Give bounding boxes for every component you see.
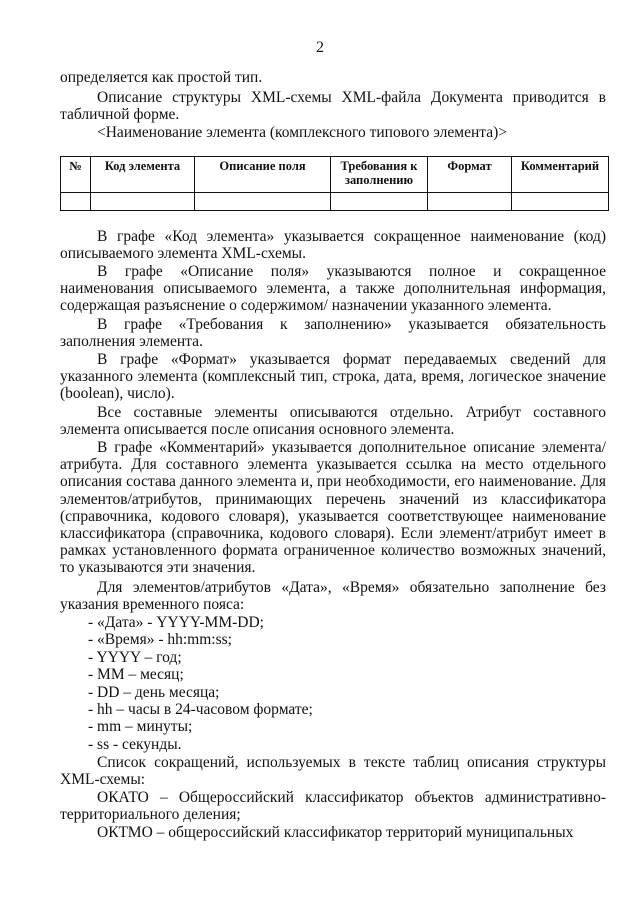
col-header-comment: Комментарий: [512, 157, 609, 193]
table-cell: [428, 193, 512, 211]
table-description-paragraph: Описание структуры XML-схемы XML-файла Документа приводится в табличной форме.: [60, 89, 606, 124]
col-header-field-description: Описание поля: [195, 157, 331, 193]
paragraph-format: В графе «Формат» указывается формат передаваемых сведений для указанного элемента (комплексный тип, строка, дата, время, логическое значение (boolean), число).: [60, 351, 606, 403]
col-header-format: Формат: [428, 157, 512, 193]
table-caption: <Наименование элемента (комплексного типового элемента)>: [97, 124, 508, 141]
table-row: [61, 193, 609, 211]
paragraph-date-time: Для элементов/атрибутов «Дата», «Время» обязательно заполнение без указания временного пояса:: [60, 579, 606, 614]
table-cell: [61, 193, 91, 211]
table-cell: [91, 193, 195, 211]
list-item: - DD – день месяца;: [88, 683, 220, 701]
table-header-row: [61, 157, 609, 193]
abbreviation-oktmo: ОКТМО – общероссийский классификатор территорий муниципальных: [97, 824, 574, 841]
paragraph-composite-elements: Все составные элементы описываются отдельно. Атрибут составного элемента описывается после описания основного элемента.: [60, 404, 606, 439]
list-item: - mm – минуты;: [88, 718, 193, 736]
list-item: - «Дата» - YYYY-MM-DD;: [88, 614, 264, 631]
abbreviations-intro: Список сокращений, используемых в тексте таблиц описания структуры XML-схемы:: [60, 754, 606, 789]
list-item: - «Время» - hh:mm:ss;: [88, 631, 232, 649]
col-header-requirements: Требования к заполнению: [331, 157, 428, 193]
col-header-number: №: [61, 157, 91, 193]
paragraph-requirements: В графе «Требования к заполнению» указывается обязательность заполнения элемента.: [60, 316, 606, 351]
format-list: [88, 614, 313, 753]
list-item: - hh – часы в 24-часовом формате;: [88, 700, 313, 718]
col-header-element-code: Код элемента: [91, 157, 195, 193]
page-number: 2: [316, 39, 324, 56]
abbreviation-okato: ОКАТО – Общероссийский классификатор объектов административно-территориального деления;: [60, 789, 606, 824]
table-cell: [512, 193, 609, 211]
list-item: - MM – месяц;: [88, 666, 184, 684]
list-item: - ss - секунды.: [88, 735, 182, 753]
structure-table: [60, 156, 609, 211]
list-item: - YYYY – год;: [88, 648, 182, 666]
table-cell: [331, 193, 428, 211]
paragraph-comment: В графе «Комментарий» указывается дополнительное описание элемента/атрибута. Для составного элемента указывается ссылка на место отдельного описания состава данного элемента и, при необходимости, его наименование. Для элементов/атрибутов, принимающих перечень значений из классификатора (справочника, кодового словаря), указывается соответствующее наименование классификатора (справочника, кодового словаря). Если элемент/атрибут имеет в рамках установленного формата ограниченное количество возможных значений, то указываются эти значения.: [60, 439, 606, 577]
intro-line: определяется как простой тип.: [60, 69, 263, 86]
paragraph-field-description: В графе «Описание поля» указываются полное и сокращенное наименования описываемого элемента, а также дополнительная информация, содержащая разъяснение о содержимом/ назначении указанного элемента.: [60, 263, 606, 315]
table-cell: [195, 193, 331, 211]
paragraph-element-code: В графе «Код элемента» указывается сокращенное наименование (код) описываемого элемента XML-схемы.: [60, 228, 606, 263]
